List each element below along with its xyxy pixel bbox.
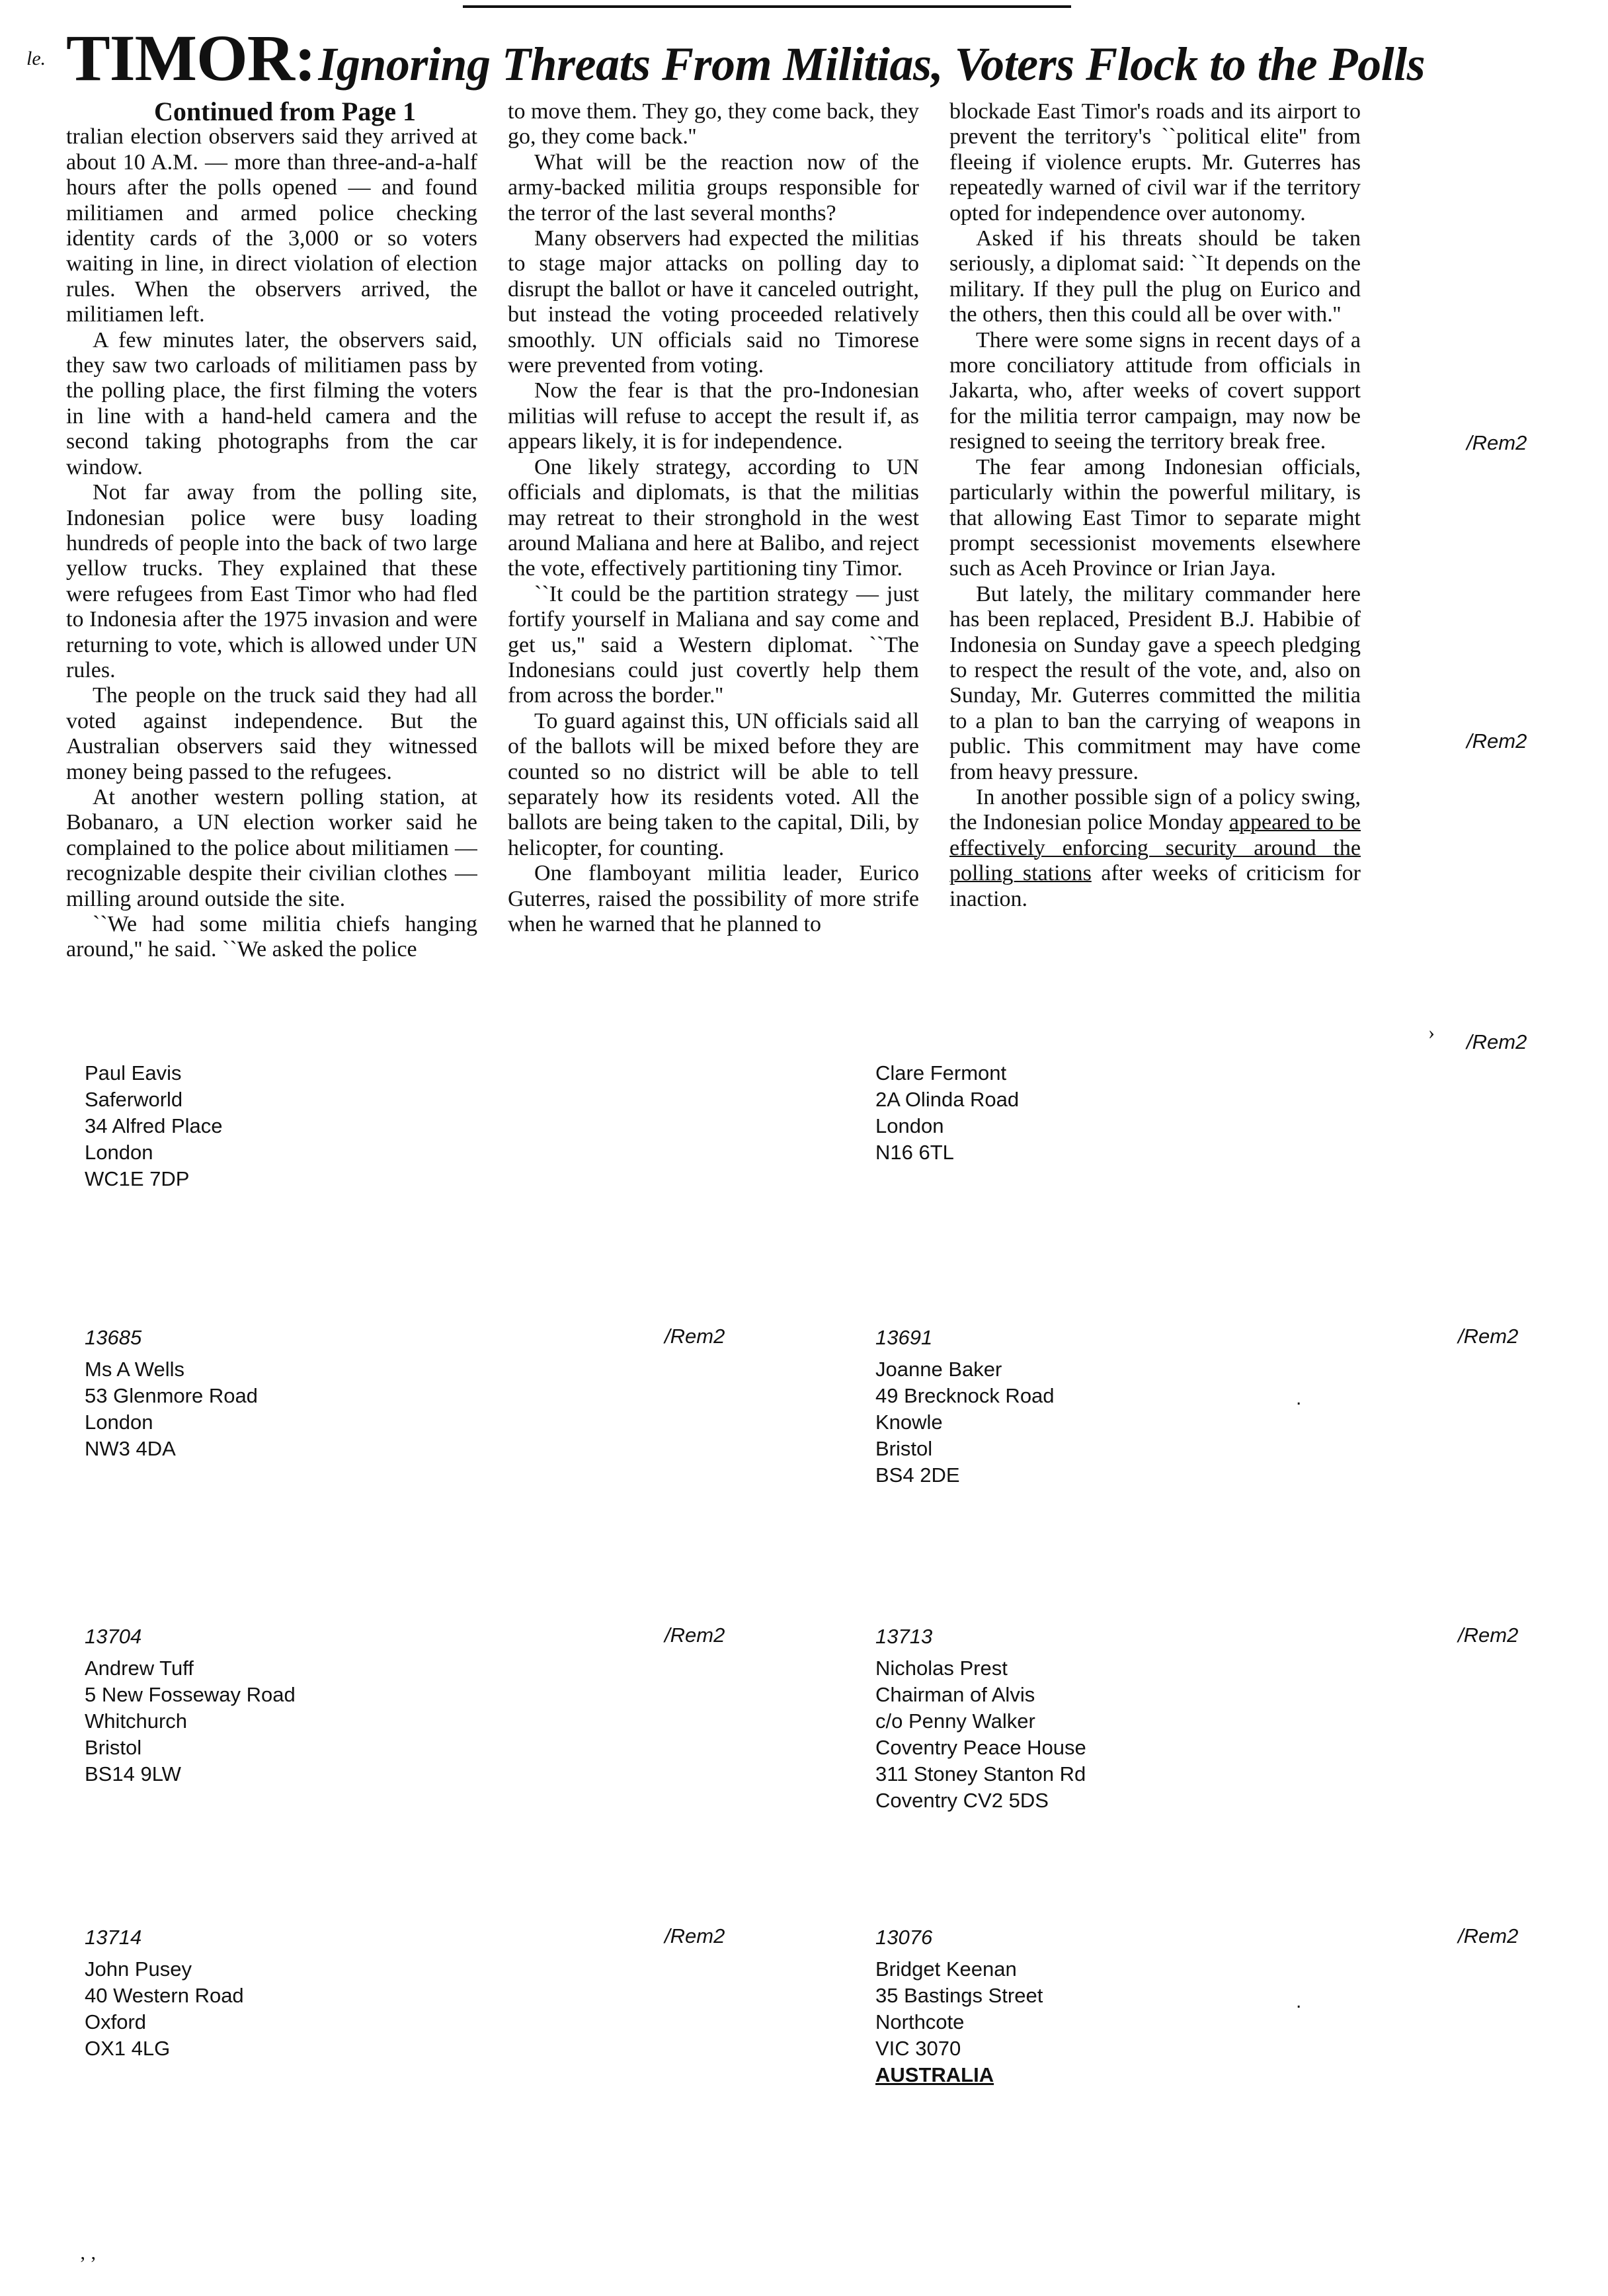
- address-country: AUSTRALIA: [875, 2063, 994, 2086]
- headline-sub: Ignoring Threats From Militias, Voters Flock to the Polls: [318, 38, 1426, 91]
- article-column-3: [949, 99, 1361, 1042]
- article-column-2: [508, 99, 919, 1042]
- address-line: Coventry CV2 5DS: [875, 1789, 1049, 1812]
- rem-label: /Rem2: [664, 1623, 725, 1647]
- stray-mark: .: [1296, 1990, 1302, 2012]
- address-line: Andrew Tuff: [85, 1657, 194, 1680]
- address-label: [85, 1924, 244, 2062]
- paragraph-text: after weeks of criticism for inaction.: [949, 861, 1361, 911]
- address-line: Knowle: [875, 1411, 943, 1434]
- address-line: 53 Glenmore Road: [85, 1384, 258, 1407]
- address-line: Saferworld: [85, 1088, 183, 1111]
- address-label: [875, 1325, 1055, 1489]
- address-line: Clare Fermont: [875, 1061, 1007, 1085]
- paragraph: blockade East Timor's roads and its airport to prevent the territory's ``political elite'' from fleeing if violence erupts. Mr. Guterres has repeatedly warned of civil war if the territory opted for independence over autonomy.: [949, 99, 1361, 226]
- paragraph: ``We had some militia chiefs hanging around,'' he said. ``We asked the police: [66, 912, 477, 962]
- paragraph: Asked if his threats should be taken seriously, a diplomat said: ``It depends on the military. If they pull the plug on Eurico and the others, then this could all be over with.'': [949, 226, 1361, 327]
- record-number: 13076: [875, 1926, 933, 1949]
- address-line: Coventry Peace House: [875, 1736, 1086, 1759]
- rem-label: /Rem2: [1458, 1325, 1519, 1348]
- address-line: London: [85, 1141, 153, 1164]
- paragraph: What will be the reaction now of the army-backed militia groups responsible for the terror of the last several months?: [508, 149, 919, 226]
- handwritten-underline-text: appeared to be effectively enforcing security around the polling stations: [949, 810, 1361, 886]
- address-label: [85, 1060, 223, 1192]
- paragraph: But lately, the military commander here has been replaced, President B.J. Habibie of Indonesia on Sunday gave a speech pledging to respect the result of the vote, and, also on Sunday, Mr. Guterres committed the militia to a plan to ban the carrying of weapons in public. This commitment may have come from heavy pressure.: [949, 581, 1361, 784]
- address-line: 311 Stoney Stanton Rd: [875, 1762, 1086, 1785]
- record-number: 13713: [875, 1625, 933, 1648]
- address-line: Oxford: [85, 2010, 147, 2033]
- paragraph: tralian election observers said they arrived at about 10 A.M. — more than three-and-a-half hours after the polls opened — and found militiamen and armed police checking identity cards of the 3,000 or so voters waiting in line, in direct violation of election rules. When the observers arrived, the militiamen left.: [66, 124, 477, 327]
- address-line: Northcote: [875, 2010, 965, 2033]
- paragraph: At another western polling station, at Bobanaro, a UN election worker said he complained to the police about militiamen — recognizable despite their civilian clothes — milling around outside the site.: [66, 784, 477, 911]
- article-column-1: [66, 99, 477, 1042]
- address-line: Whitchurch: [85, 1709, 188, 1733]
- address-line: London: [85, 1411, 153, 1434]
- address-line: VIC 3070: [875, 2037, 961, 2060]
- address-line: OX1 4LG: [85, 2037, 171, 2060]
- continued-from-label: Continued from Page 1: [154, 99, 416, 126]
- paragraph: The people on the truck said they had all voted against independence. But the Australian observers said they witnessed money being passed to the refugees.: [66, 683, 477, 784]
- address-line: 40 Western Road: [85, 1984, 244, 2007]
- headline-main: TIMOR:: [66, 21, 316, 95]
- address-line: Joanne Baker: [875, 1358, 1002, 1381]
- paragraph: One likely strategy, according to UN officials and diplomats, is that the militias may retreat to their stronghold in the west around Maliana and here at Balibo, and reject the vote, effectively partitioning tiny Timor.: [508, 454, 919, 581]
- stray-mark: ‚ ,: [79, 2242, 96, 2264]
- address-line: 49 Brecknock Road: [875, 1384, 1055, 1407]
- address-line: BS4 2DE: [875, 1463, 960, 1487]
- paragraph-last: [949, 785, 1361, 912]
- record-number: 13704: [85, 1625, 142, 1648]
- address-line: 35 Bastings Street: [875, 1984, 1043, 2007]
- section-prefix: le.: [26, 48, 46, 69]
- rem-label: /Rem2: [664, 1924, 725, 1948]
- address-line: Ms A Wells: [85, 1358, 185, 1381]
- address-label: [85, 1325, 258, 1462]
- record-number: 13691: [875, 1326, 933, 1349]
- record-number: 13714: [85, 1926, 142, 1949]
- headline: [66, 20, 1587, 93]
- address-label: [85, 1623, 296, 1787]
- paragraph: Many observers had expected the militias to stage major attacks on polling day to disrupt the ballot or have it canceled outright, but instead the voting proceeded relatively smoothly. UN officials said no Timorese were prevented from voting.: [508, 226, 919, 378]
- address-line: c/o Penny Walker: [875, 1709, 1035, 1733]
- paragraph: Now the fear is that the pro-Indonesian militias will refuse to accept the result if, as appears likely, it is for independence.: [508, 378, 919, 454]
- address-line: 2A Olinda Road: [875, 1088, 1020, 1111]
- paragraph: To guard against this, UN officials said all of the ballots will be mixed before they are counted so no district will be able to tell separately how its residents voted. All the ballots are being taken to the capital, Dili, by helicopter, for counting.: [508, 708, 919, 860]
- address-label: [875, 1924, 1043, 2088]
- paragraph: to move them. They go, they come back, they go, they come back.'': [508, 99, 919, 149]
- address-line: 34 Alfred Place: [85, 1114, 223, 1137]
- address-line: Nicholas Prest: [875, 1657, 1008, 1680]
- stray-mark: .: [1296, 1387, 1302, 1409]
- paragraph: ``It could be the partition strategy — just fortify yourself in Maliana and say come and get us,'' said a Western diplomat. ``The Indonesians could just covertly help them from across the border.'': [508, 581, 919, 708]
- address-line: Bristol: [85, 1736, 142, 1759]
- record-number: 13685: [85, 1326, 142, 1349]
- address-line: Paul Eavis: [85, 1061, 182, 1085]
- address-label: [875, 1060, 1019, 1166]
- paragraph: There were some signs in recent days of a more conciliatory attitude from officials in Jakarta, who, after weeks of covert support for the militia terror campaign, may now be resigned to seeing the territory break free.: [949, 327, 1361, 454]
- address-label: [875, 1623, 1086, 1814]
- rem-label: /Rem2: [1458, 1623, 1519, 1647]
- rem-label: /Rem2: [1467, 431, 1527, 454]
- stray-mark: ›: [1428, 1022, 1435, 1044]
- rem-label: /Rem2: [664, 1325, 725, 1348]
- paragraph: Not far away from the polling site, Indonesian police were busy loading hundreds of people into the back of two large yellow trucks. They explained that these were refugees from East Timor who had fled to Indonesia after the 1975 invasion and were returning to vote, which is allowed under UN rules.: [66, 480, 477, 682]
- paragraph-text: In another possible sign of a policy swing, the Indonesian police Monday: [949, 784, 1361, 835]
- paragraph: A few minutes later, the observers said, they saw two carloads of militiamen pass by the polling place, the first filming the voters in line with a hand-held camera and the second taking photographs from the car window.: [66, 327, 477, 479]
- address-line: BS14 9LW: [85, 1762, 181, 1785]
- rem-label: /Rem2: [1467, 729, 1527, 753]
- address-line: John Pusey: [85, 1957, 192, 1981]
- address-line: London: [875, 1114, 944, 1137]
- rem-label: /Rem2: [1467, 1030, 1527, 1053]
- top-rule: [463, 5, 1071, 8]
- rem-label: /Rem2: [1458, 1924, 1519, 1948]
- address-line: Chairman of Alvis: [875, 1683, 1035, 1706]
- address-line: Bridget Keenan: [875, 1957, 1017, 1981]
- address-line: 5 New Fosseway Road: [85, 1683, 296, 1706]
- paragraph: One flamboyant militia leader, Eurico Guterres, raised the possibility of more strife when he warned that he planned to: [508, 861, 919, 936]
- paragraph: The fear among Indonesian officials, particularly within the powerful military, is that allowing East Timor to separate might prompt secessionist movements elsewhere such as Aceh Province or Irian Jaya.: [949, 454, 1361, 581]
- address-line: N16 6TL: [875, 1141, 954, 1164]
- address-line: WC1E 7DP: [85, 1167, 190, 1190]
- address-line: Bristol: [875, 1437, 933, 1460]
- address-line: NW3 4DA: [85, 1437, 176, 1460]
